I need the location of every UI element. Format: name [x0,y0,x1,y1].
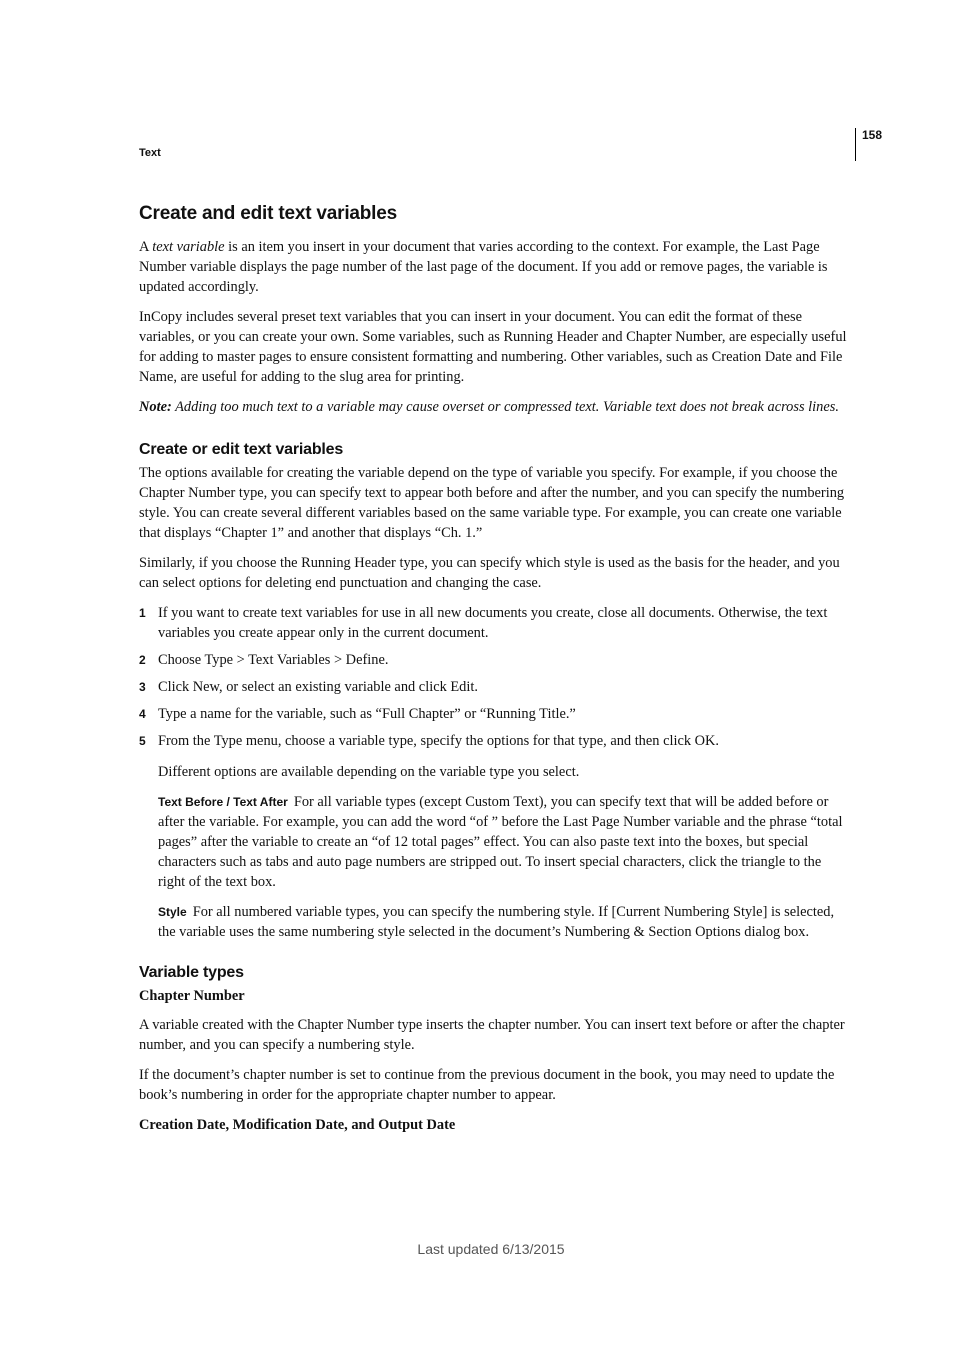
chapter-continue-paragraph: If the document’s chapter number is set to continue from the previous document in the book, you may need to update the book’s numbering in order for the appropriate chapter number to appear. [139,1067,835,1103]
option-description: For all variable types (except Custom Text), you can specify text that will be added before or after the variable. For example, you can add the word “of ” before the Last Page Number variable and the phrase “total pages” after the variable to create an “of 12 total pages” effect. You can also paste text into the boxes, but special characters such as tabs and auto page numbers are stripped out. To insert special characters, click the triangle to the right of the text box. [158,794,843,890]
step-text: Click New, or select an existing variable and click Edit. [158,679,478,695]
intro-post: is an item you insert in your document that varies according to the context. For example, the Last Page Number variable displays the page number of the last page of the document. If you add or remove pages, the variable is updated accordingly. [139,239,828,295]
step-number: 4 [139,707,146,721]
intro-pre: A [139,239,153,255]
step-text: Type a name for the variable, such as “Full Chapter” or “Running Title.” [158,706,576,722]
subsection-title-variable-types: Variable types [139,964,244,981]
preset-variables-paragraph: InCopy includes several preset text variables that you can insert in your document. You can edit the format of these variables, or you can create your own. Some variables, such as Running Header and Chapter Number, are especially useful for adding to master pages to ensure consistent formatting and numbering. Other variables, such as Creation Date and File Name, are useful for adding to the slug area for printing. [139,309,847,385]
note-label: Note: [139,399,172,415]
list-item [139,650,851,670]
step-text: If you want to create text variables for use in all new documents you create, close all documents. Otherwise, the text variables you create appear only in the current document. [158,605,828,641]
header-rule [855,128,856,161]
step-number: 1 [139,606,146,620]
footer-last-updated: Last updated 6/13/2015 [417,1241,565,1257]
running-header-paragraph: Similarly, if you choose the Running Header type, you can specify which style is used as the basis for the header, and you can select options for deleting end punctuation and changing the case. [139,555,840,591]
option-term: Style [158,905,187,919]
intro-paragraph [139,237,851,297]
list-item [139,704,851,724]
after-steps-paragraph: Different options are available depending on the variable type you select. [158,764,580,780]
step-text: From the Type menu, choose a variable type, specify the options for that type, and then click OK. [158,733,720,749]
subsection-title-create-or-edit: Create or edit text variables [139,441,344,458]
page-number: 158 [862,128,883,142]
page-content [139,200,851,1144]
intro-emphasis: text variable [152,239,225,255]
step-number: 3 [139,680,146,694]
option-description: For all numbered variable types, you can specify the numbering style. If [Current Numbering Style] is selected, the variable uses the same numbering style selected in the document’s Numbering & Section Options dialog box. [158,904,835,940]
option-term: Text Before / Text After [158,795,288,809]
steps-list [139,603,851,751]
note-paragraph [139,397,851,417]
option-text-before-after [158,792,851,892]
step-number: 5 [139,734,146,748]
subhead-dates: Creation Date, Modification Date, and Output Date [139,1117,456,1133]
step-text: Choose Type > Text Variables > Define. [158,652,389,668]
options-paragraph: The options available for creating the variable depend on the type of variable you specify. For example, if you choose the Chapter Number type, you can specify text to appear both before and after the number, and you can specify the numbering style. You can create several different variables based on the same variable type. For example, you can create one variable that displays “Chapter 1” and another that displays “Ch. 1.” [139,465,845,541]
option-style [158,902,851,942]
section-title-create-edit: Create and edit text variables [139,203,397,224]
note-text: Adding too much text to a variable may cause overset or compressed text. Variable text does not break across lines. [171,399,839,415]
chapter-number-paragraph: A variable created with the Chapter Number type inserts the chapter number. You can insert text before or after the chapter number, and you can specify a numbering style. [139,1017,845,1053]
step-number: 2 [139,653,146,667]
list-item [139,731,851,751]
list-item [139,677,851,697]
list-item [139,603,851,643]
subhead-chapter-number: Chapter Number [139,988,245,1004]
running-head: Text [139,147,161,159]
